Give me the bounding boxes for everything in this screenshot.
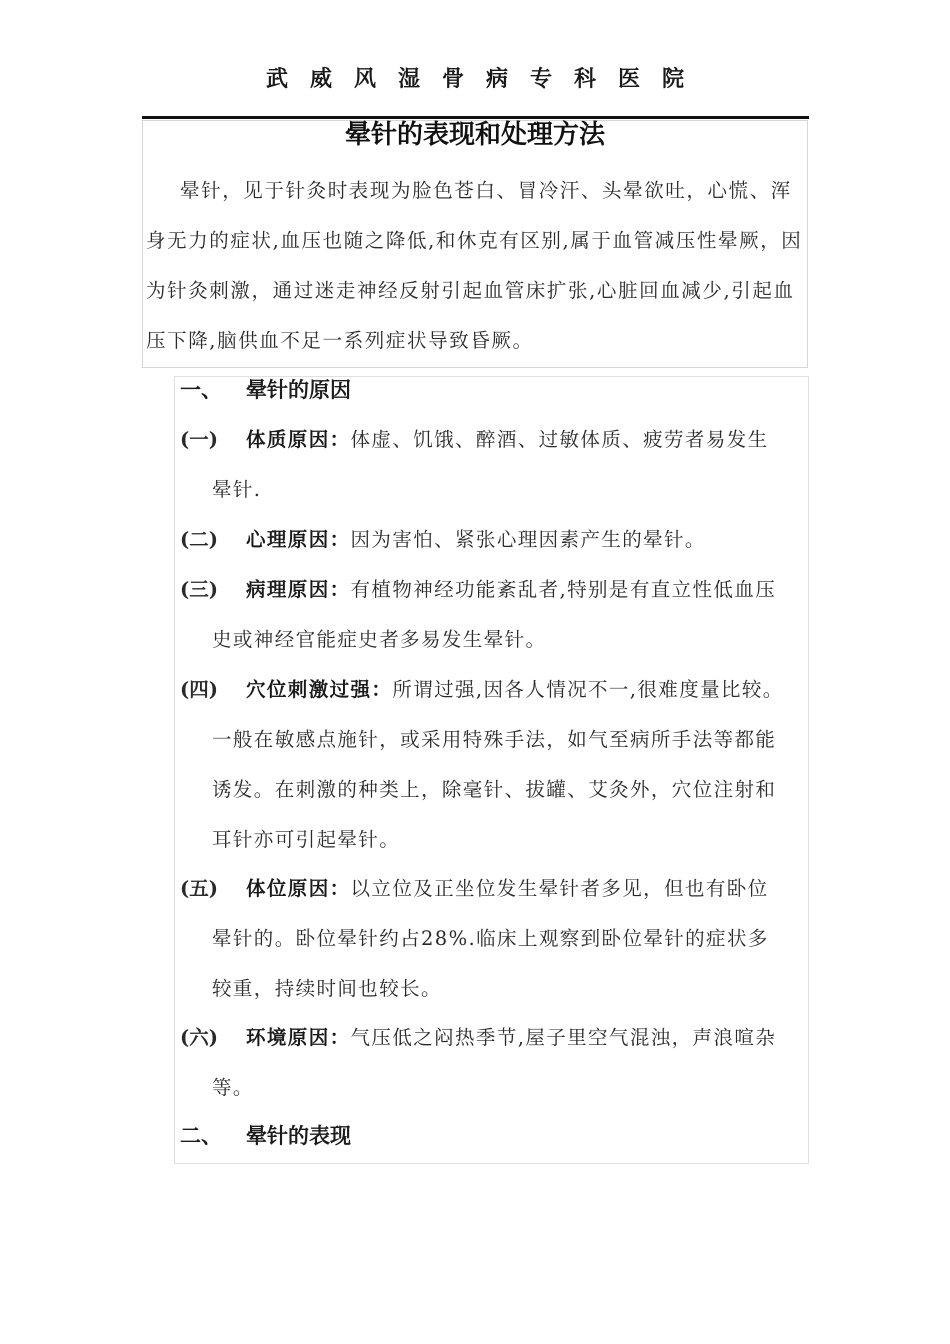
item-text: 因为害怕、紧张心理因素产生的晕针。 (350, 528, 706, 551)
item-text: 诱发。在刺激的种类上，除毫针、拔罐、艾灸外，穴位注射和 (212, 778, 777, 801)
item-text: 体虚、饥饿、醉酒、过敏体质、疲劳者易发生 (350, 428, 769, 451)
cause-item-psychological (180, 515, 810, 565)
item-marker: (四) (180, 678, 218, 701)
item-text: 所谓过强,因各人情况不一,很难度量比较。 (392, 678, 784, 701)
item-label: 体质原因： (246, 428, 351, 451)
item-label: 心理原因： (246, 528, 351, 551)
section-number: 一、 (180, 377, 222, 402)
item-text: 耳针亦可引起晕针。 (212, 828, 401, 851)
section-heading-causes (180, 374, 351, 404)
item-marker: (六) (180, 1026, 218, 1049)
cause-item-posture (180, 864, 810, 1014)
item-label: 穴位刺激过强： (246, 678, 393, 701)
item-text: 气压低之闷热季节,屋子里空气混浊，声浪喧杂 (350, 1026, 777, 1049)
document-title: 晕针的表现和处理方法 (344, 120, 605, 150)
item-label: 环境原因： (246, 1026, 351, 1049)
item-text: 一般在敏感点施针，或采用特殊手法，如气至病所手法等都能 (212, 728, 777, 751)
item-text: 较重，持续时间也较长。 (212, 977, 442, 1000)
section-title: 晕针的原因 (246, 377, 351, 402)
section-heading-symptoms (180, 1120, 351, 1150)
intro-paragraph: 晕针，见于针灸时表现为脸色苍白、冒冷汗、头晕欲吐，心慌、浑身无力的症状,血压也随之降低,和休克有区别,属于血管减压性晕厥，因为针灸刺激，通过迷走神经反射引起血管床扩张,心脏回血减少,引起血压下降,脑供血不足一系列症状导致昏厥。 (146, 179, 803, 352)
hospital-name-header: 武威风湿骨病专科医院 (265, 66, 706, 92)
item-label: 病理原因： (246, 578, 351, 601)
cause-item-environment (180, 1013, 810, 1113)
item-marker: (二) (180, 528, 218, 551)
item-text: 史或神经官能症史者多易发生晕针。 (212, 628, 547, 651)
item-text: 有植物神经功能紊乱者,特别是有直立性低血压 (350, 578, 777, 601)
item-label: 体位原因： (246, 877, 351, 900)
item-marker: (一) (180, 428, 218, 451)
item-marker: (五) (180, 877, 218, 900)
section-number: 二、 (180, 1123, 222, 1148)
section-title: 晕针的表现 (246, 1123, 351, 1148)
item-marker: (三) (180, 578, 218, 601)
item-text: 晕针. (212, 478, 262, 501)
item-text: 等。 (212, 1076, 254, 1099)
cause-item-overstimulation (180, 665, 810, 865)
cause-item-pathological (180, 565, 810, 665)
cause-item-constitution (180, 415, 810, 515)
item-text: 以立位及正坐位发生晕针者多见，但也有卧位 (350, 877, 769, 900)
item-text: 晕针的。卧位晕针约占28%.临床上观察到卧位晕针的症状多 (212, 927, 769, 950)
